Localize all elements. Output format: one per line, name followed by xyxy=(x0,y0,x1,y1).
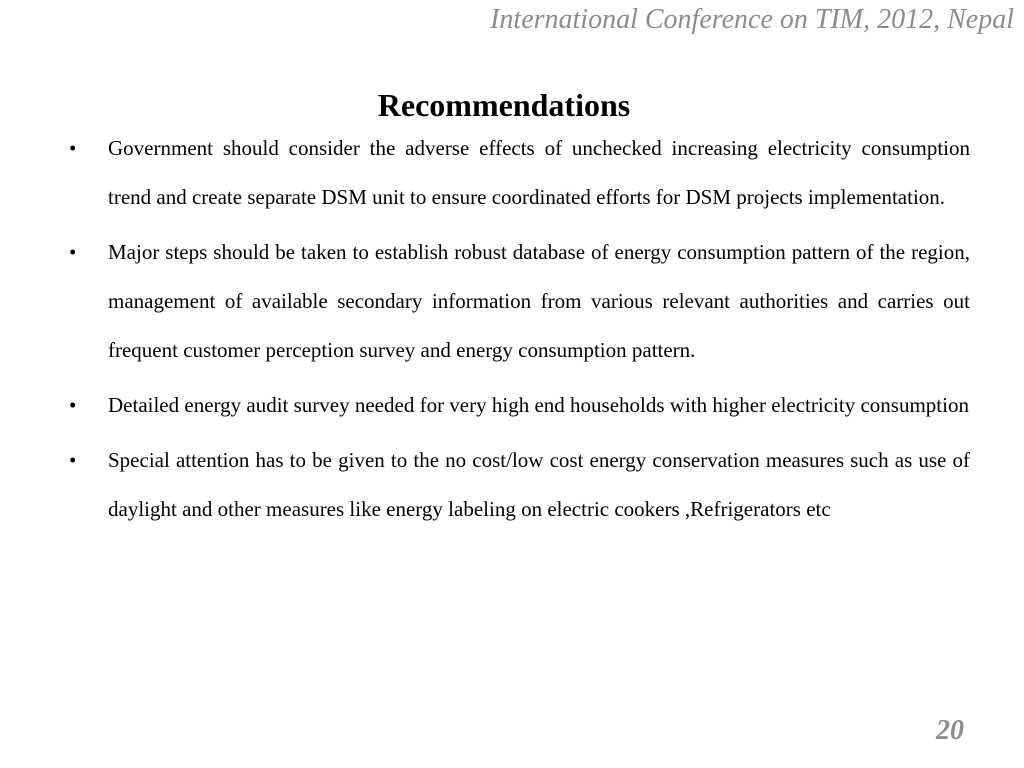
list-item xyxy=(69,381,970,430)
list-item xyxy=(69,124,970,222)
list-item-text: Government should consider the adverse effects of unchecked increasing electricity consumption trend and create separate DSM unit to ensure coordinated efforts for DSM projects implementation. xyxy=(108,136,970,209)
list-item-text: Special attention has to be given to the no cost/low cost energy conservation measures such as use of daylight and other measures like energy labeling on electric cookers ,Refrigerators etc xyxy=(108,448,970,521)
bullet-icon: • xyxy=(69,393,77,417)
bullet-icon: • xyxy=(69,136,77,160)
bullet-icon: • xyxy=(69,448,77,472)
conference-header: International Conference on TIM, 2012, Nepal xyxy=(490,4,1014,35)
list-item xyxy=(69,436,970,534)
page-number: 20 xyxy=(936,715,964,746)
list-item-text: Detailed energy audit survey needed for very high end households with higher electricity consumption xyxy=(108,393,969,417)
slide-title: Recommendations xyxy=(377,87,631,123)
recommendations-list xyxy=(0,124,1024,534)
list-item xyxy=(69,228,970,375)
list-item-text: Major steps should be taken to establish robust database of energy consumption pattern of the region, management of available secondary information from various relevant authorities and carries out frequent customer perception survey and energy consumption pattern. xyxy=(108,240,970,362)
bullet-icon: • xyxy=(69,240,77,264)
